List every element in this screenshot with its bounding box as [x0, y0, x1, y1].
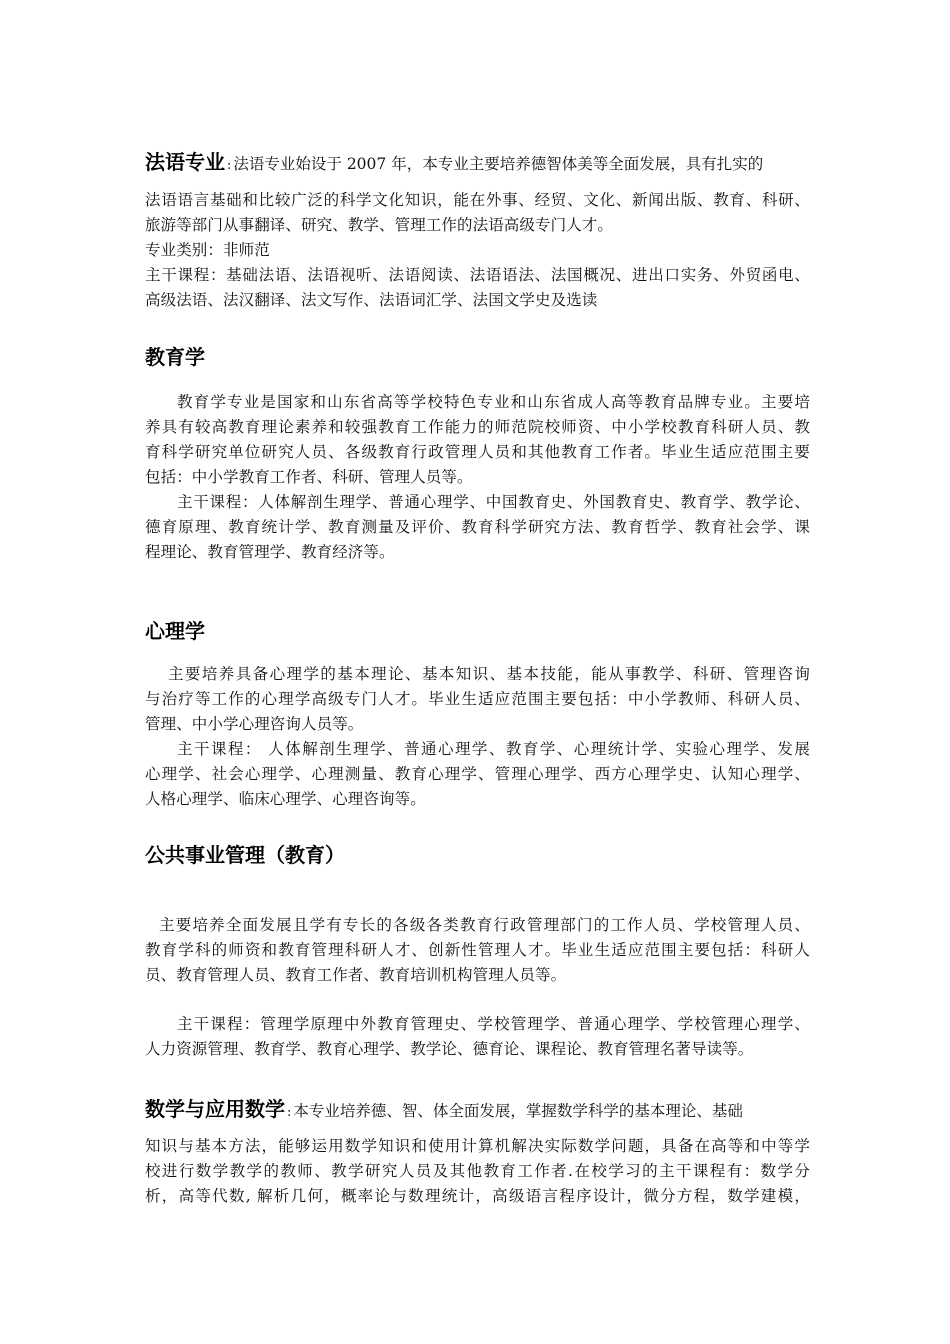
paragraph-line: 包括：中小学教育工作者、科研、管理人员等。	[145, 468, 473, 486]
paragraph-line: 养具有较高教育理论素养和较强教育工作能力的师范院校师资、中小学校教育科研人员、教	[145, 418, 810, 436]
french-body	[145, 188, 810, 313]
paragraph-line: 心理学、社会心理学、心理测量、教育心理学、管理心理学、西方心理学史、认知心理学、	[145, 765, 810, 783]
section-education	[145, 390, 810, 565]
paragraph-line: 知识与基本方法，能够运用数学知识和使用计算机解决实际数学问题，具备在高等和中等学	[145, 1137, 810, 1155]
paragraph-line: 教育学专业是国家和山东省高等学校特色专业和山东省成人高等教育品牌专业。主要培	[177, 393, 810, 411]
paragraph-line: 主干课程： 人体解剖生理学、普通心理学、教育学、心理统计学、实验心理学、发展	[177, 740, 810, 758]
public-admin-courses	[145, 1012, 810, 1062]
paragraph-line: 主干课程：基础法语、法语视听、法语阅读、法语语法、法国概况、进出口实务、外贸函电、	[145, 266, 810, 284]
paragraph-line: 主干课程：人体解剖生理学、普通心理学、中国教育史、外国教育史、教育学、教学论、	[177, 493, 810, 511]
section-heading: 数学与应用数学	[145, 1097, 285, 1121]
paragraph-line: 法语专业始设于 2007 年，本专业主要培养德智体美等全面发展，具有扎实的	[233, 155, 764, 173]
paragraph-line: 管理、中小学心理咨询人员等。	[145, 715, 364, 733]
math-body	[145, 1134, 810, 1209]
paragraph-line: 育科学研究单位研究人员、各级教育行政管理人员和其他教育工作者。毕业生适应范围主要	[145, 443, 810, 461]
paragraph-line: 主要培养全面发展且学有专长的各级各类教育行政管理部门的工作人员、学校管理人员、	[159, 916, 810, 934]
heading-colon: :	[227, 158, 232, 173]
paragraph-line: 人格心理学、临床心理学、心理咨询等。	[145, 790, 426, 808]
paragraph-line: 高级法语、法汉翻译、法文写作、法语词汇学、法国文学史及选读	[145, 291, 598, 309]
section-heading: 法语专业	[145, 150, 225, 174]
paragraph-line: 教育学科的师资和教育管理科研人才、创新性管理人才。毕业生适应范围主要包括：科研人	[145, 941, 810, 959]
paragraph-line: 主要培养具备心理学的基本理论、基本知识、基本技能，能从事教学、科研、管理咨询	[168, 665, 810, 683]
paragraph-line: 程理论、教育管理学、教育经济等。	[145, 543, 395, 561]
section-heading: 心理学	[145, 619, 205, 643]
paragraph-line: 旅游等部门从事翻译、研究、教学、管理工作的法语高级专门人才。	[145, 216, 614, 234]
paragraph-line: 人力资源管理、教育学、教育心理学、教学论、德育论、课程论、教育管理名著导读等。	[145, 1040, 754, 1058]
section-heading: 公共事业管理（教育）	[145, 843, 345, 867]
paragraph-line: 校进行数学教学的教师、教学研究人员及其他教育工作者.在校学习的主干课程有：数学分	[145, 1162, 810, 1180]
paragraph-line: 主干课程：管理学原理中外教育管理史、学校管理学、普通心理学、学校管理心理学、	[177, 1015, 810, 1033]
paragraph-line: 专业类别：非师范	[145, 241, 270, 259]
section-math	[145, 1093, 810, 1125]
paragraph-line: 员、教育管理人员、教育工作者、教育培训机构管理人员等。	[145, 966, 567, 984]
section-heading: 教育学	[145, 345, 205, 369]
section-public-admin	[145, 913, 810, 988]
math-first-line	[145, 1093, 810, 1125]
paragraph-line: 析，高等代数, 解析几何，概率论与数理统计，高级语言程序设计，微分方程，数学建模，	[145, 1187, 810, 1205]
section-french	[145, 146, 810, 178]
paragraph-line: 与治疗等工作的心理学高级专门人才。毕业生适应范围主要包括：中小学教师、科研人员、	[145, 690, 810, 708]
paragraph-line: 法语语言基础和比较广泛的科学文化知识，能在外事、经贸、文化、新闻出版、教育、科研、	[145, 191, 810, 209]
heading-colon: :	[287, 1105, 292, 1120]
french-first-line	[145, 146, 810, 178]
paragraph-line: 德育原理、教育统计学、教育测量及评价、教育科学研究方法、教育哲学、教育社会学、课	[145, 518, 810, 536]
section-psychology	[145, 662, 810, 812]
paragraph-line: 本专业培养德、智、体全面发展，掌握数学科学的基本理论、基础	[293, 1102, 743, 1120]
